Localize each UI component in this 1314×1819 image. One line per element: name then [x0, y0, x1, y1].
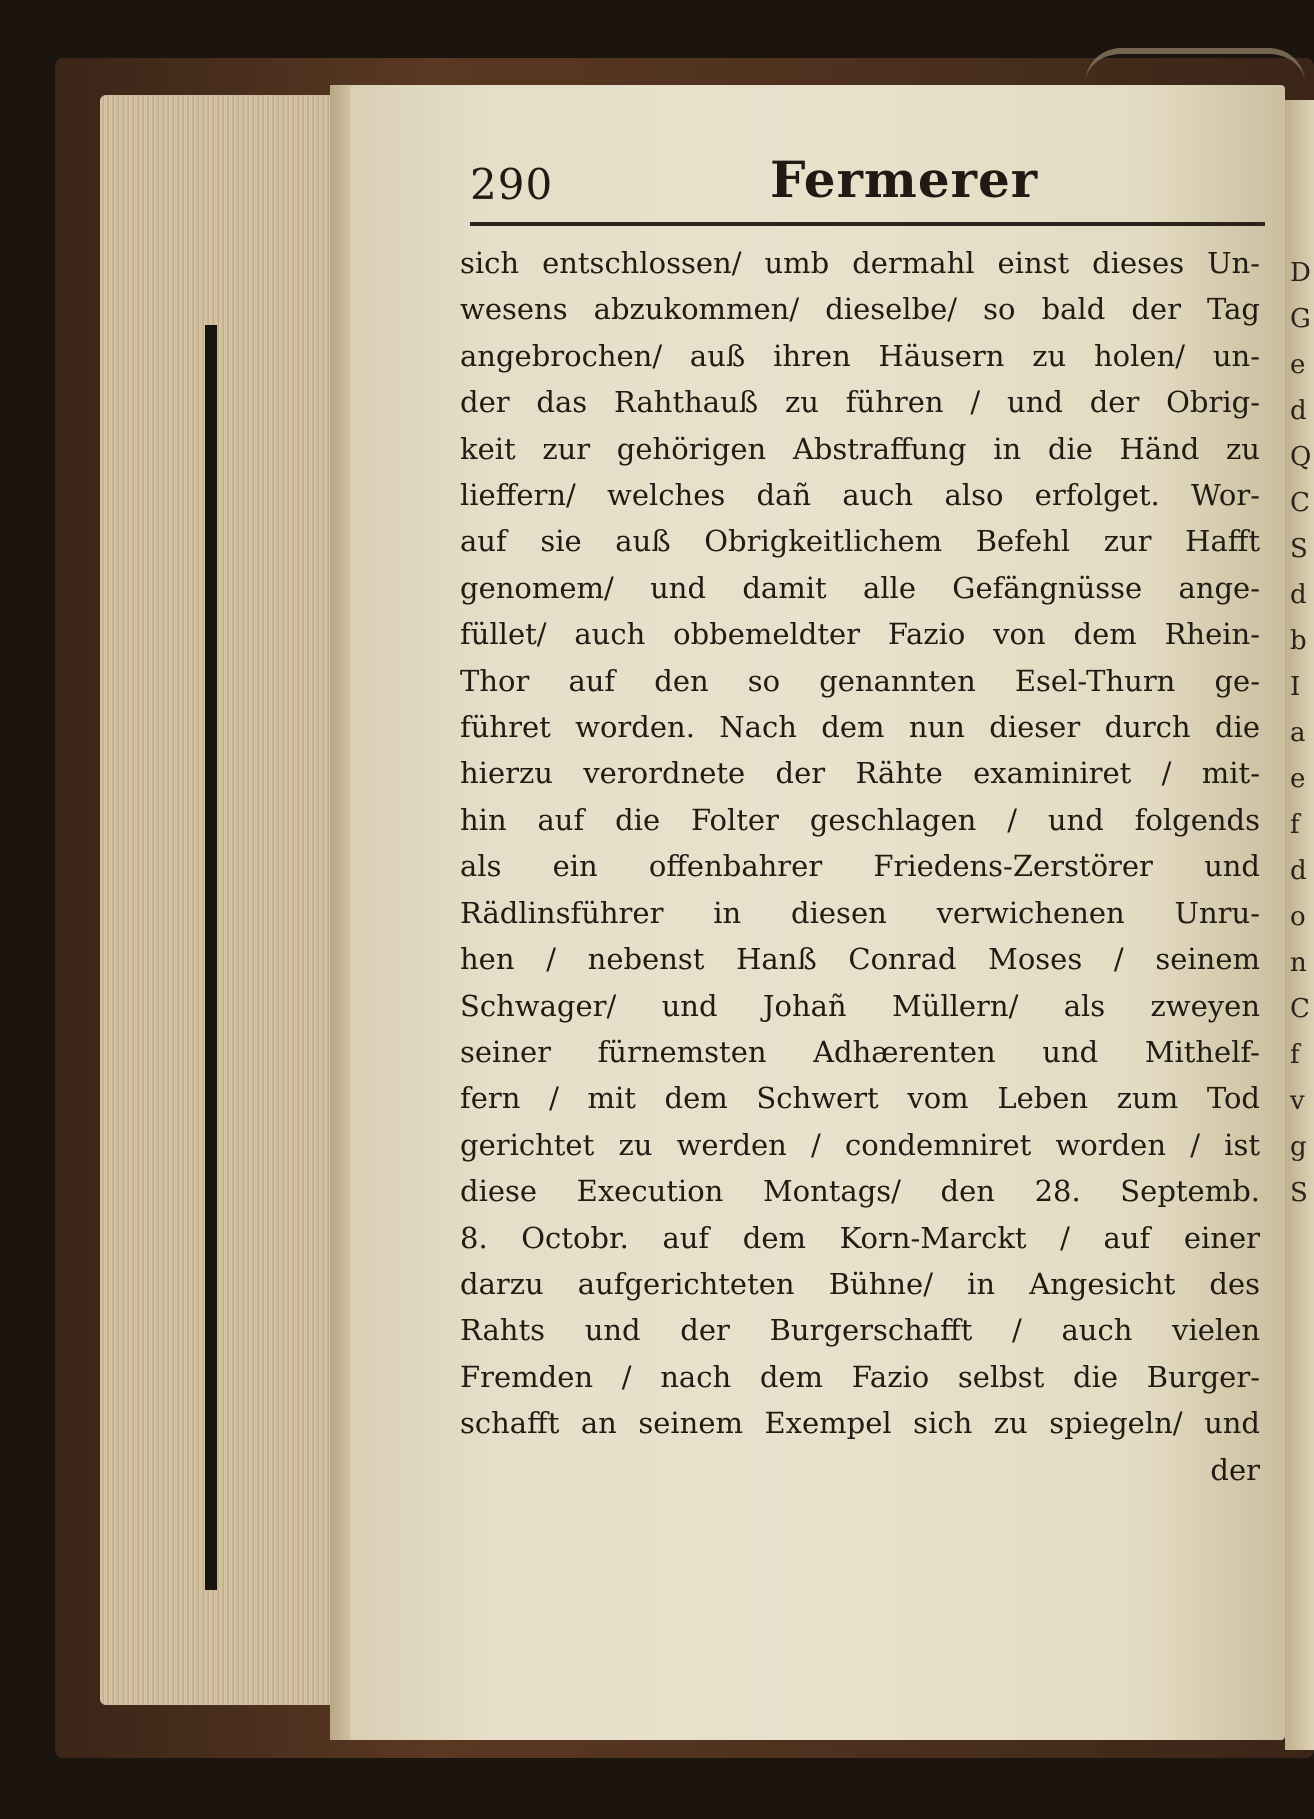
- fragment: D: [1290, 258, 1311, 288]
- text-line: sich entschlossen/ umb dermahl einst dieses Un-: [460, 246, 1260, 280]
- fragment: b: [1290, 626, 1307, 656]
- fragment: C: [1290, 994, 1310, 1024]
- text-line: 8. Octobr. auf dem Korn-Marckt / auf einer: [460, 1220, 1260, 1255]
- text-line: schafft an seinem Exempel sich zu spiegeln/ und: [460, 1406, 1260, 1441]
- header-rule: [470, 222, 1265, 226]
- fragment: S: [1290, 534, 1308, 564]
- text-line: Fremden / nach dem Fazio selbst die Burger-: [460, 1359, 1260, 1394]
- body-text: [460, 240, 1260, 1493]
- text-line: angebrochen/ auß ihren Häusern zu holen/ un-: [460, 338, 1260, 373]
- text-line: hin auf die Folter geschlagen / und folgends: [460, 802, 1260, 837]
- text-line: auf sie auß Obrigkeitlichem Befehl zur Hafft: [460, 524, 1260, 559]
- fragment: a: [1290, 718, 1306, 748]
- fragment: d: [1290, 396, 1307, 426]
- text-line: führet worden. Nach dem nun dieser durch die: [460, 710, 1260, 745]
- text-line: hierzu verordnete der Rähte examiniret / mit-: [460, 756, 1260, 791]
- text-line: diese Execution Montags/ den 28. Septemb.: [460, 1174, 1260, 1209]
- text-line: Rädlinsführer in diesen verwichenen Unru-: [460, 895, 1260, 930]
- fragment: I: [1290, 672, 1301, 702]
- page-edges: [100, 95, 350, 1705]
- fragment: f: [1290, 810, 1300, 840]
- text-line: als ein offenbahrer Friedens-Zerstörer und: [460, 849, 1260, 884]
- text-line: keit zur gehörigen Abstraffung in die Händ zu: [460, 431, 1260, 466]
- text-line: darzu aufgerichteten Bühne/ in Angesicht des: [460, 1266, 1260, 1301]
- binding-string: [1085, 48, 1305, 84]
- fragment: C: [1290, 488, 1310, 518]
- text-line: fern / mit dem Schwert vom Leben zum Tod: [460, 1081, 1260, 1116]
- fragment: f: [1290, 1040, 1300, 1070]
- text-line: lieffern/ welches dañ auch also erfolget. Wor-: [460, 478, 1260, 513]
- fragment: v: [1290, 1086, 1305, 1116]
- text-line: Rahts und der Burgerschafft / auch vielen: [460, 1313, 1260, 1348]
- fragment: Q: [1290, 442, 1312, 472]
- edge-shadow: [205, 325, 217, 1590]
- fragment: d: [1290, 580, 1307, 610]
- page-number: 290: [470, 160, 554, 209]
- text-line: gerichtet zu werden / condemniret worden / ist: [460, 1127, 1260, 1162]
- fragment: g: [1290, 1132, 1307, 1162]
- text-line: Schwager/ und Johañ Müllern/ als zweyen: [460, 988, 1260, 1023]
- fragment: S: [1290, 1178, 1308, 1208]
- text-line: genomem/ und damit alle Gefängnüsse ange-: [460, 570, 1260, 605]
- fragment: n: [1290, 948, 1307, 978]
- catchword: der: [1210, 1452, 1260, 1487]
- fragment: o: [1290, 902, 1306, 932]
- fragment: d: [1290, 856, 1307, 886]
- text-line: seiner fürnemsten Adhærenten und Mithelf-: [460, 1034, 1260, 1069]
- text-line: füllet/ auch obbemeldter Fazio von dem Rhein-: [460, 617, 1260, 652]
- fragment: e: [1290, 764, 1306, 794]
- text-line: Thor auf den so genannten Esel-Thurn ge-: [460, 663, 1260, 698]
- fragment: e: [1290, 350, 1306, 380]
- text-line: hen / nebenst Hanß Conrad Moses / seinem: [460, 942, 1260, 977]
- facing-page-fragments: [1290, 250, 1314, 1216]
- text-line: der das Rahthauß zu führen / und der Obrig-: [460, 385, 1260, 420]
- running-head: Fermerer: [770, 150, 1039, 209]
- text-line: wesens abzukommen/ dieselbe/ so bald der Tag: [460, 292, 1260, 327]
- fragment: G: [1290, 304, 1311, 334]
